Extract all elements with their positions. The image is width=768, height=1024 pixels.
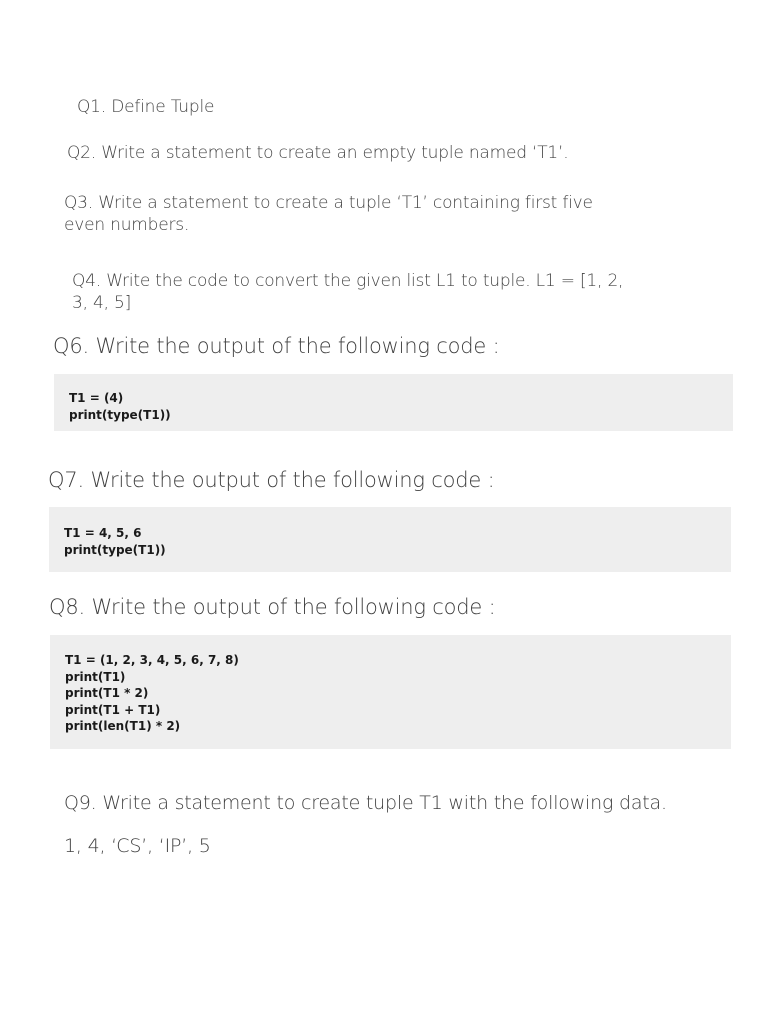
question-1: Q1. Define Tuple: [77, 97, 215, 117]
code-line: print(type(T1)): [64, 542, 166, 557]
question-3-line-1: Q3. Write a statement to create a tuple ‘T1’ containing first five: [64, 193, 593, 213]
code-line: T1 = 4, 5, 6: [64, 526, 142, 540]
code-line: print(len(T1) * 2): [65, 719, 181, 733]
question-4-line-1: Q4. Write the code to convert the given list L1 to tuple. L1 = [1, 2,: [72, 271, 624, 291]
question-9-data: 1, 4, ‘CS’, ‘IP’, 5: [64, 835, 211, 857]
question-2: Q2. Write a statement to create an empty tuple named ‘T1’.: [67, 143, 569, 163]
question-9: Q9. Write a statement to create tuple T1 with the following data.: [64, 792, 667, 814]
code-block-q8: [50, 635, 731, 749]
question-3: [64, 192, 593, 236]
question-7: Q7. Write the output of the following code :: [48, 468, 495, 492]
question-3-line-2: even numbers.: [64, 215, 190, 235]
question-6: Q6. Write the output of the following code :: [53, 334, 500, 358]
question-4: [72, 270, 623, 314]
question-4-line-2: 3, 4, 5]: [72, 293, 132, 313]
code-block-q7: [49, 507, 731, 572]
code-line: print(T1 * 2): [65, 686, 149, 700]
code-line: print(T1): [65, 669, 126, 684]
question-8: Q8. Write the output of the following code :: [49, 595, 496, 619]
code-block-q6: [54, 374, 733, 431]
code-line: print(type(T1)): [69, 407, 171, 422]
code-line: T1 = (4): [69, 391, 124, 405]
code-line: print(T1 + T1): [65, 702, 161, 717]
code-line: T1 = (1, 2, 3, 4, 5, 6, 7, 8): [65, 653, 239, 667]
